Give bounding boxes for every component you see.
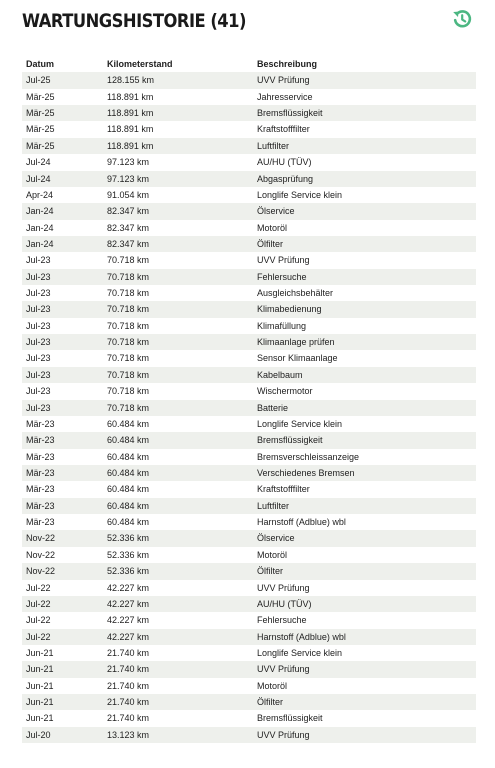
cell-description: Klimaanlage prüfen	[257, 337, 335, 348]
cell-mileage: 118.891 km	[107, 91, 154, 102]
table-row	[22, 465, 476, 481]
cell-description: Abgasprüfung	[257, 173, 314, 184]
cell-date: Jun-21	[26, 713, 54, 724]
table-row	[22, 612, 476, 628]
table-row	[22, 580, 476, 596]
table-row	[22, 89, 476, 105]
cell-mileage: 60.484 km	[107, 418, 150, 429]
table-row	[22, 710, 476, 726]
cell-description: Harnstoff (Adblue) wbl	[257, 517, 346, 528]
table-row	[22, 367, 476, 383]
table-row	[22, 645, 476, 661]
cell-description: Motoröl	[257, 549, 288, 560]
cell-mileage: 118.891 km	[107, 124, 154, 135]
table-body	[22, 72, 476, 743]
cell-date: Mär-23	[26, 467, 55, 478]
table-row	[22, 432, 476, 448]
cell-date: Mär-23	[26, 451, 55, 462]
cell-description: UVV Prüfung	[257, 664, 310, 675]
cell-description: Batterie	[257, 402, 289, 413]
table-row	[22, 727, 476, 743]
cell-mileage: 60.484 km	[107, 500, 150, 511]
cell-description: Luftfilter	[257, 500, 290, 511]
table-row	[22, 350, 476, 366]
table-row	[22, 334, 476, 350]
table-row	[22, 498, 476, 514]
cell-mileage: 70.718 km	[107, 337, 150, 348]
cell-mileage: 118.891 km	[107, 140, 154, 151]
table-row	[22, 694, 476, 710]
cell-description: Harnstoff (Adblue) wbl	[257, 631, 346, 642]
cell-mileage: 42.227 km	[107, 631, 150, 642]
table-row	[22, 514, 476, 530]
cell-description: UVV Prüfung	[257, 75, 310, 86]
table-row	[22, 547, 476, 563]
cell-mileage: 70.718 km	[107, 255, 150, 266]
cell-description: Kabelbaum	[257, 369, 303, 380]
cell-description: Ölfilter	[257, 697, 284, 708]
cell-description: Sensor Klimaanlage	[257, 353, 338, 364]
cell-description: Kraftstofffilter	[257, 484, 310, 495]
cell-description: Bremsflüssigkeit	[257, 435, 323, 446]
cell-description: Longlife Service klein	[257, 189, 343, 200]
cell-description: Verschiedenes Bremsen	[257, 467, 355, 478]
cell-mileage: 82.347 km	[107, 238, 150, 249]
cell-date: Nov-22	[26, 549, 56, 560]
cell-description: Ausgleichsbehälter	[257, 288, 334, 299]
header	[22, 8, 476, 38]
cell-mileage: 82.347 km	[107, 206, 150, 217]
cell-date: Jul-22	[26, 631, 51, 642]
cell-date: Jul-23	[26, 320, 51, 331]
cell-mileage: 70.718 km	[107, 288, 150, 299]
cell-date: Jul-22	[26, 615, 51, 626]
table-row	[22, 121, 476, 137]
cell-description: Longlife Service klein	[257, 647, 343, 658]
cell-description: AU/HU (TÜV)	[257, 157, 312, 168]
cell-date: Mär-25	[26, 91, 55, 102]
history-icon	[450, 7, 474, 31]
cell-date: Mär-25	[26, 108, 55, 119]
cell-description: Fehlersuche	[257, 271, 307, 282]
table-header-row	[22, 56, 476, 72]
table-row	[22, 269, 476, 285]
cell-date: Jul-24	[26, 157, 51, 168]
cell-mileage: 70.718 km	[107, 353, 150, 364]
cell-description: AU/HU (TÜV)	[257, 598, 312, 609]
table-row	[22, 530, 476, 546]
cell-description: Ölfilter	[257, 566, 284, 577]
cell-mileage: 60.484 km	[107, 451, 150, 462]
table-row	[22, 138, 476, 154]
cell-date: Mär-23	[26, 500, 55, 511]
table-row	[22, 661, 476, 677]
table-row	[22, 318, 476, 334]
cell-date: Jul-25	[26, 75, 51, 86]
cell-date: Jul-23	[26, 369, 51, 380]
cell-date: Jul-23	[26, 271, 51, 282]
cell-mileage: 128.155 km	[107, 75, 155, 86]
table-row	[22, 400, 476, 416]
table-row	[22, 481, 476, 497]
cell-date: Jul-24	[26, 173, 51, 184]
cell-description: UVV Prüfung	[257, 255, 310, 266]
cell-description: Bremsflüssigkeit	[257, 108, 323, 119]
cell-mileage: 118.891 km	[107, 108, 154, 119]
cell-mileage: 21.740 km	[107, 680, 150, 691]
table-row	[22, 105, 476, 121]
cell-mileage: 42.227 km	[107, 615, 150, 626]
cell-date: Mär-23	[26, 418, 55, 429]
cell-mileage: 97.123 km	[107, 157, 150, 168]
cell-date: Jan-24	[26, 238, 54, 249]
table-row	[22, 449, 476, 465]
cell-date: Jun-21	[26, 647, 54, 658]
cell-description: Ölservice	[257, 206, 295, 217]
cell-date: Jan-24	[26, 222, 54, 233]
cell-date: Jan-24	[26, 206, 54, 217]
cell-mileage: 21.740 km	[107, 713, 150, 724]
cell-mileage: 60.484 km	[107, 517, 150, 528]
table-row	[22, 171, 476, 187]
cell-description: Luftfilter	[257, 140, 290, 151]
cell-description: Klimabedienung	[257, 304, 322, 315]
cell-date: Mär-23	[26, 484, 55, 495]
cell-mileage: 60.484 km	[107, 467, 150, 478]
page-title: WARTUNGSHISTORIE (41)	[22, 10, 246, 32]
cell-mileage: 42.227 km	[107, 598, 150, 609]
cell-mileage: 21.740 km	[107, 697, 150, 708]
column-header-mileage: Kilometerstand	[107, 59, 173, 69]
cell-description: Bremsflüssigkeit	[257, 713, 323, 724]
table-row	[22, 416, 476, 432]
cell-date: Mär-23	[26, 435, 55, 446]
cell-mileage: 52.336 km	[107, 566, 150, 577]
cell-date: Nov-22	[26, 566, 56, 577]
cell-date: Mär-23	[26, 517, 55, 528]
cell-mileage: 70.718 km	[107, 320, 150, 331]
cell-description: Fehlersuche	[257, 615, 307, 626]
cell-description: Klimafüllung	[257, 320, 307, 331]
cell-date: Apr-24	[26, 189, 54, 200]
cell-description: Wischermotor	[257, 386, 313, 397]
cell-description: Kraftstofffilter	[257, 124, 310, 135]
cell-mileage: 52.336 km	[107, 549, 150, 560]
table-row	[22, 72, 476, 88]
cell-mileage: 60.484 km	[107, 484, 150, 495]
cell-mileage: 82.347 km	[107, 222, 150, 233]
cell-mileage: 42.227 km	[107, 582, 150, 593]
table-row	[22, 383, 476, 399]
cell-description: Jahresservice	[257, 91, 313, 102]
cell-date: Jul-20	[26, 729, 51, 740]
table-row	[22, 678, 476, 694]
cell-description: Bremsverschleissanzeige	[257, 451, 360, 462]
column-header-date: Datum	[26, 59, 55, 69]
table-row	[22, 154, 476, 170]
cell-date: Jul-23	[26, 304, 51, 315]
table-row	[22, 301, 476, 317]
cell-date: Mär-25	[26, 124, 55, 135]
cell-description: Ölservice	[257, 533, 295, 544]
cell-description: Motoröl	[257, 680, 288, 691]
cell-mileage: 70.718 km	[107, 402, 150, 413]
cell-mileage: 60.484 km	[107, 435, 150, 446]
table-row	[22, 187, 476, 203]
cell-mileage: 97.123 km	[107, 173, 150, 184]
cell-mileage: 91.054 km	[107, 189, 150, 200]
cell-mileage: 70.718 km	[107, 271, 150, 282]
cell-date: Jun-21	[26, 680, 54, 691]
cell-mileage: 70.718 km	[107, 369, 150, 380]
cell-mileage: 70.718 km	[107, 386, 150, 397]
cell-date: Jul-22	[26, 598, 51, 609]
cell-date: Jul-23	[26, 337, 51, 348]
table-row	[22, 629, 476, 645]
cell-mileage: 70.718 km	[107, 304, 150, 315]
cell-mileage: 21.740 km	[107, 647, 150, 658]
history-button[interactable]	[450, 7, 474, 31]
table-row	[22, 596, 476, 612]
cell-date: Nov-22	[26, 533, 56, 544]
table-row	[22, 203, 476, 219]
cell-description: UVV Prüfung	[257, 729, 310, 740]
maintenance-history-table	[22, 56, 476, 743]
cell-description: UVV Prüfung	[257, 582, 310, 593]
column-header-description: Beschreibung	[257, 59, 318, 69]
cell-date: Jun-21	[26, 664, 54, 675]
cell-date: Jun-21	[26, 697, 54, 708]
cell-description: Longlife Service klein	[257, 418, 343, 429]
table-row	[22, 252, 476, 268]
cell-date: Jul-23	[26, 386, 51, 397]
cell-date: Jul-23	[26, 288, 51, 299]
cell-date: Jul-22	[26, 582, 51, 593]
cell-mileage: 52.336 km	[107, 533, 150, 544]
cell-mileage: 21.740 km	[107, 664, 150, 675]
cell-description: Motoröl	[257, 222, 288, 233]
table-row	[22, 236, 476, 252]
table-row	[22, 220, 476, 236]
table-row	[22, 285, 476, 301]
cell-date: Jul-23	[26, 353, 51, 364]
cell-date: Jul-23	[26, 402, 51, 413]
cell-date: Mär-25	[26, 140, 55, 151]
table-row	[22, 563, 476, 579]
cell-description: Ölfilter	[257, 238, 284, 249]
cell-date: Jul-23	[26, 255, 51, 266]
cell-mileage: 13.123 km	[107, 729, 150, 740]
